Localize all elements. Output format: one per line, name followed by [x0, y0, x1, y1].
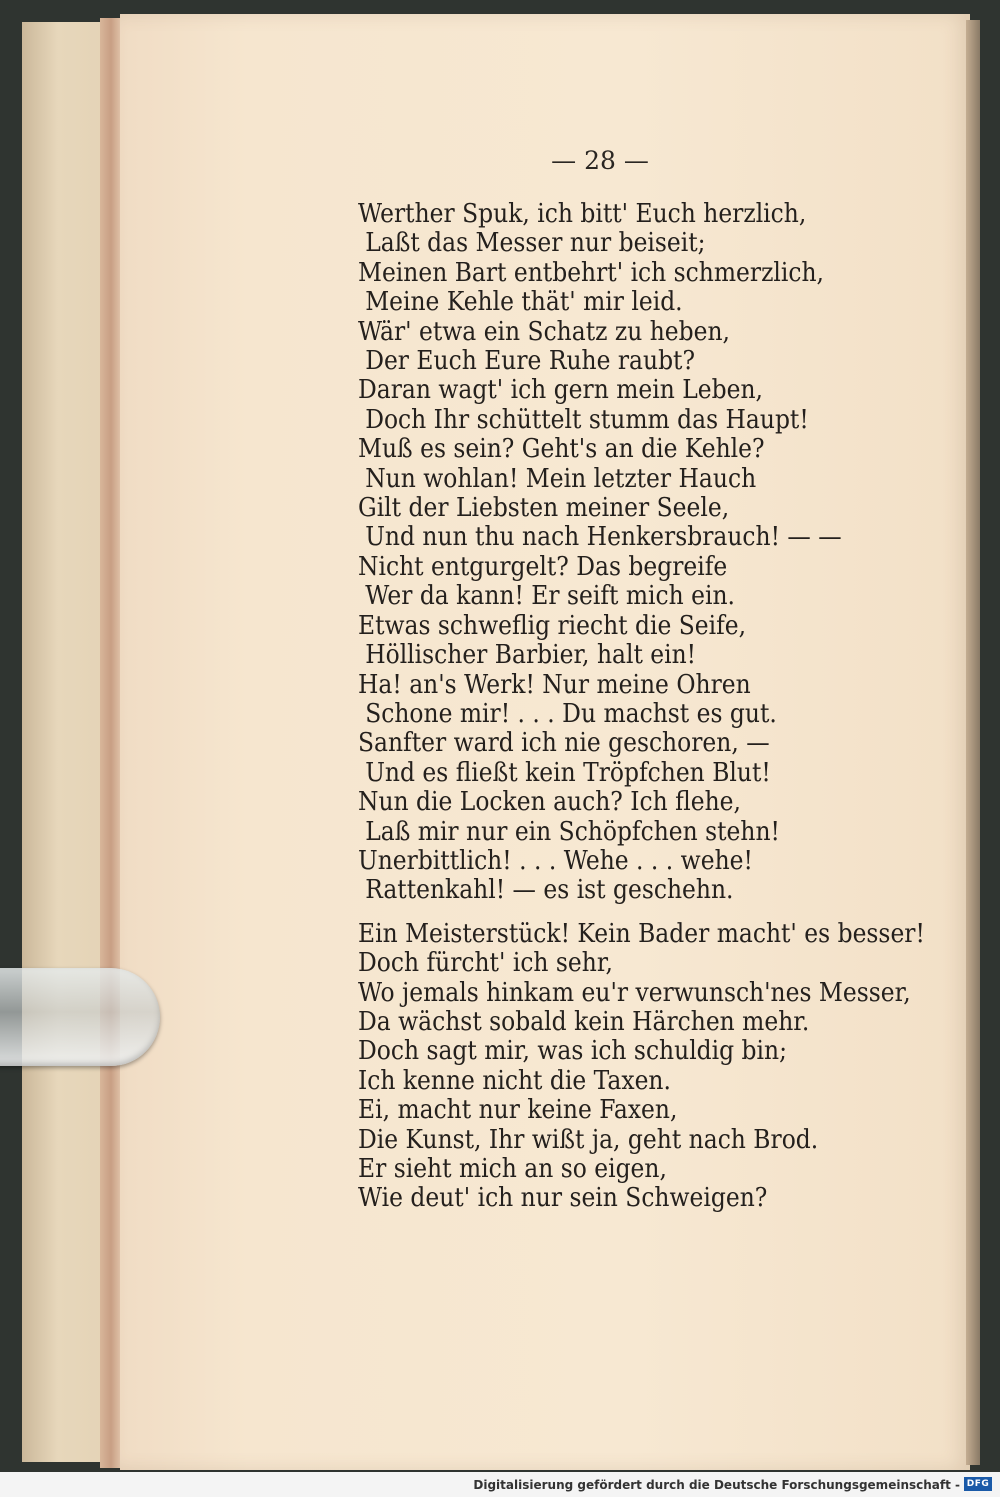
verse-line: Wär' etwa ein Schatz zu heben,: [358, 316, 730, 347]
stanza-1: [358, 200, 925, 906]
verse-line: Ein Meisterstück! Kein Bader macht' es besser!: [358, 918, 925, 949]
verse-line: Meine Kehle thät' mir leid.: [365, 287, 683, 318]
page-stack-edge: [100, 18, 122, 1468]
verse-line: Wo jemals hinkam eu'r verwunsch'nes Messer,: [358, 977, 911, 1008]
verse-line: Rattenkahl! — es ist geschehn.: [365, 875, 734, 906]
verse-line: Gilt der Liebsten meiner Seele,: [358, 493, 730, 524]
stanza-2: [358, 920, 925, 1214]
verse-line: Werther Spuk, ich bitt' Euch herzlich,: [358, 199, 807, 229]
verse-line: Doch fürcht' ich sehr,: [358, 948, 613, 979]
verse-line: Und es fließt kein Tröpfchen Blut!: [365, 757, 771, 788]
verse-line: Wer da kann! Er seift mich ein.: [365, 581, 735, 612]
verse-line: Nun die Locken auch? Ich flehe,: [358, 787, 741, 818]
plastic-page-clip: [0, 968, 160, 1066]
poem-text: [358, 200, 925, 1214]
underlying-page: [22, 22, 112, 1462]
verse-line: Ich kenne nicht die Taxen.: [358, 1065, 671, 1096]
verse-line: Da wächst sobald kein Härchen mehr.: [358, 1006, 810, 1037]
verse-line: Laß mir nur ein Schöpfchen stehn!: [365, 816, 780, 847]
verse-line: Muß es sein? Geht's an die Kehle?: [358, 434, 765, 465]
dfg-logo-icon: DFG: [964, 1477, 992, 1491]
verse-line: Daran wagt' ich gern mein Leben,: [358, 375, 763, 406]
verse-line: Sanfter ward ich nie geschoren, —: [358, 728, 770, 759]
verse-line: Laßt das Messer nur beiseit;: [365, 228, 706, 259]
verse-line: Die Kunst, Ihr wißt ja, geht nach Brod.: [358, 1124, 819, 1155]
verse-line: Wie deut' ich nur sein Schweigen?: [358, 1183, 768, 1214]
verse-line: Doch sagt mir, was ich schuldig bin;: [358, 1036, 787, 1067]
verse-line: Höllischer Barbier, halt ein!: [365, 640, 697, 671]
verse-line: Meinen Bart entbehrt' ich schmerzlich,: [358, 257, 824, 288]
verse-line: Ha! an's Werk! Nur meine Ohren: [358, 669, 751, 700]
verse-line: Nicht entgurgelt? Das begreife: [358, 551, 728, 582]
verse-line: Doch Ihr schüttelt stumm das Haupt!: [365, 404, 809, 435]
verse-line: Nun wohlan! Mein letzter Hauch: [365, 463, 757, 494]
verse-line: Etwas schweflig riecht die Seife,: [358, 610, 747, 641]
verse-line: Unerbittlich! . . . Wehe . . . wehe!: [358, 845, 753, 876]
verse-line: Er sieht mich an so eigen,: [358, 1154, 667, 1184]
page-gutter-shadow: [966, 20, 980, 1465]
verse-line: Ei, macht nur keine Faxen,: [358, 1095, 678, 1126]
verse-line: Der Euch Eure Ruhe raubt?: [365, 346, 696, 377]
verse-line: Und nun thu nach Henkersbrauch! — —: [365, 522, 842, 553]
digitization-credit: Digitalisierung gefördert durch die Deutsche Forschungsgemeinschaft -: [473, 1478, 960, 1492]
verse-line: Schone mir! . . . Du machst es gut.: [365, 698, 777, 729]
page-number: — 28 —: [551, 146, 649, 175]
